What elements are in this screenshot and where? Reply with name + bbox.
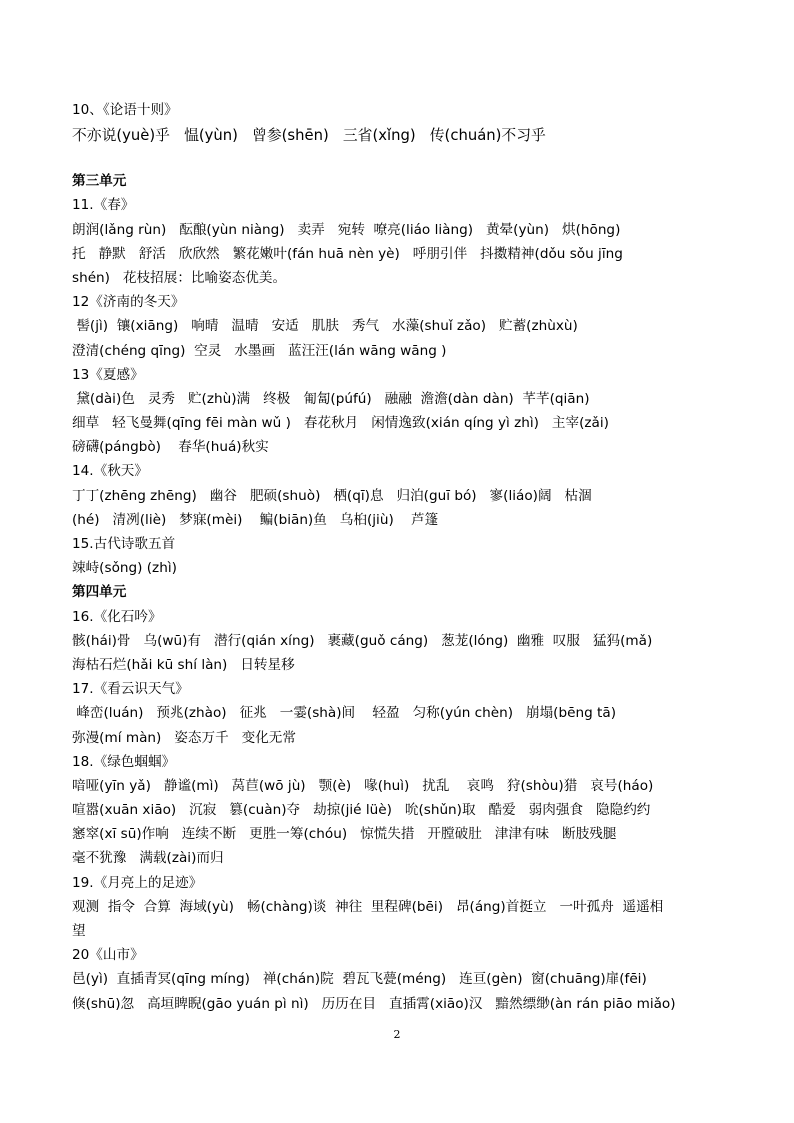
text-line: 倏(shū)忽 高垣睥睨(gāo yuán pì nì) 历历在目 直插霄(xiāo)汉 黯然缥缈(àn rán piāo miǎo) (72, 995, 676, 1012)
page-number: 2 (393, 1028, 401, 1041)
text-line: 喑哑(yīn yǎ) 静谧(mì) 莴苣(wō jù) 颚(è) 喙(huì) 扰乱 哀鸣 狩(shòu)猎 哀号(háo) (72, 777, 654, 794)
text-line: 毫不犹豫 满载(zài)而归 (72, 850, 224, 867)
text-line: shén) 花枝招展：比喻姿态优美。 (72, 269, 287, 286)
text-line: 观测 指令 合算 海域(yù) 畅(chàng)谈 神往 里程碑(bēi) 昂(áng)首挺立 一叶孤舟 遥遥相 (72, 898, 664, 915)
text-line: 13《夏感》 (72, 366, 144, 383)
text-line: 澄清(chéng qīng) 空灵 水墨画 蓝汪汪(lán wāng wāng ) (72, 342, 447, 359)
text-line: 托 静默 舒活 欣欣然 繁花嫩叶(fán huā nèn yè) 呼朋引伴 抖擞精神(dǒu sǒu jīng (72, 245, 623, 262)
text-line: 喧嚣(xuān xiāo) 沉寂 篡(cuàn)夺 劫掠(jié lüè) 吮(shǔn)取 酷爱 弱肉强食 隐隐约约 (72, 802, 651, 819)
text-line: 15.古代诗歌五首 (72, 536, 176, 552)
text-line: 不亦说(yuè)乎 愠(yùn) 曾参(shēn) 三省(xǐng) 传(chuán)不习乎 (72, 127, 546, 145)
text-line: 20《山市》 (72, 947, 144, 964)
text-line: 16.《化石吟》 (72, 608, 162, 625)
text-line: 细草 轻飞曼舞(qīng fēi màn wǔ ) 春花秋月 闲情逸致(xián qíng yì zhì) 主宰(zǎi) (72, 415, 609, 432)
text-line: 18.《绿色蝈蝈》 (72, 753, 176, 770)
text-line: (hé) 清冽(liè) 梦寐(mèi) 鳊(biān)鱼 乌桕(jiù) 芦篷 (72, 511, 439, 528)
page-content (72, 98, 732, 1016)
text-line: 黛(dài)色 灵秀 贮(zhù)满 终极 匍匐(púfú) 融融 澹澹(dàn dàn) 芊芊(qiān) (72, 390, 590, 407)
text-line: 竦峙(sǒng) (zhì) (72, 560, 177, 577)
blank-line (72, 149, 732, 169)
text-line: 窸窣(xī sū)作响 连续不断 更胜一筹(chóu) 惊慌失措 开膛破肚 津津有味 断肢残腿 (72, 826, 617, 843)
text-line: 12《济南的冬天》 (72, 294, 185, 311)
section-heading: 第三单元 (72, 173, 127, 190)
text-line: 19.《月亮上的足迹》 (72, 874, 203, 891)
section-heading: 第四单元 (72, 584, 127, 601)
text-line: 峰峦(luán) 预兆(zhào) 征兆 一霎(shà)间 轻盈 匀称(yún chèn) 崩塌(bēng tā) (72, 705, 617, 722)
text-line: 朗润(lǎng rùn) 酝酿(yùn niàng) 卖弄 宛转 嘹亮(liáo liàng) 黄晕(yùn) 烘(hōng) (72, 221, 621, 238)
text-line: 10、《论语十则》 (72, 102, 178, 118)
text-line: 望 (72, 923, 86, 939)
text-line: 11.《春》 (72, 197, 135, 214)
text-line: 17.《看云识天气》 (72, 681, 189, 698)
text-line: 髻(jì) 镶(xiāng) 响晴 温晴 安适 肌肤 秀气 水藻(shuǐ zǎo) 贮蓄(zhùxù) (72, 318, 578, 335)
text-line: 邑(yì) 直插青冥(qīng míng) 禅(chán)院 碧瓦飞甍(méng) 连亘(gèn) 窗(chuāng)扉(fēi) (72, 971, 647, 988)
text-line: 丁丁(zhēng zhēng) 幽谷 肥硕(shuò) 栖(qī)息 归泊(guī bó) 寥(liáo)阔 枯涸 (72, 487, 592, 504)
text-line: 14.《秋天》 (72, 463, 148, 480)
text-line: 弥漫(mí màn) 姿态万千 变化无常 (72, 729, 296, 746)
text-line: 海枯石烂(hǎi kū shí làn) 日转星移 (72, 656, 295, 673)
text-line: 骸(hái)骨 乌(wū)有 潜行(qián xíng) 裹藏(guǒ cáng) 葱茏(lóng) 幽雅 叹服 猛犸(mǎ) (72, 632, 653, 649)
text-line: 磅礴(pángbò) 春华(huá)秋实 (72, 439, 269, 456)
